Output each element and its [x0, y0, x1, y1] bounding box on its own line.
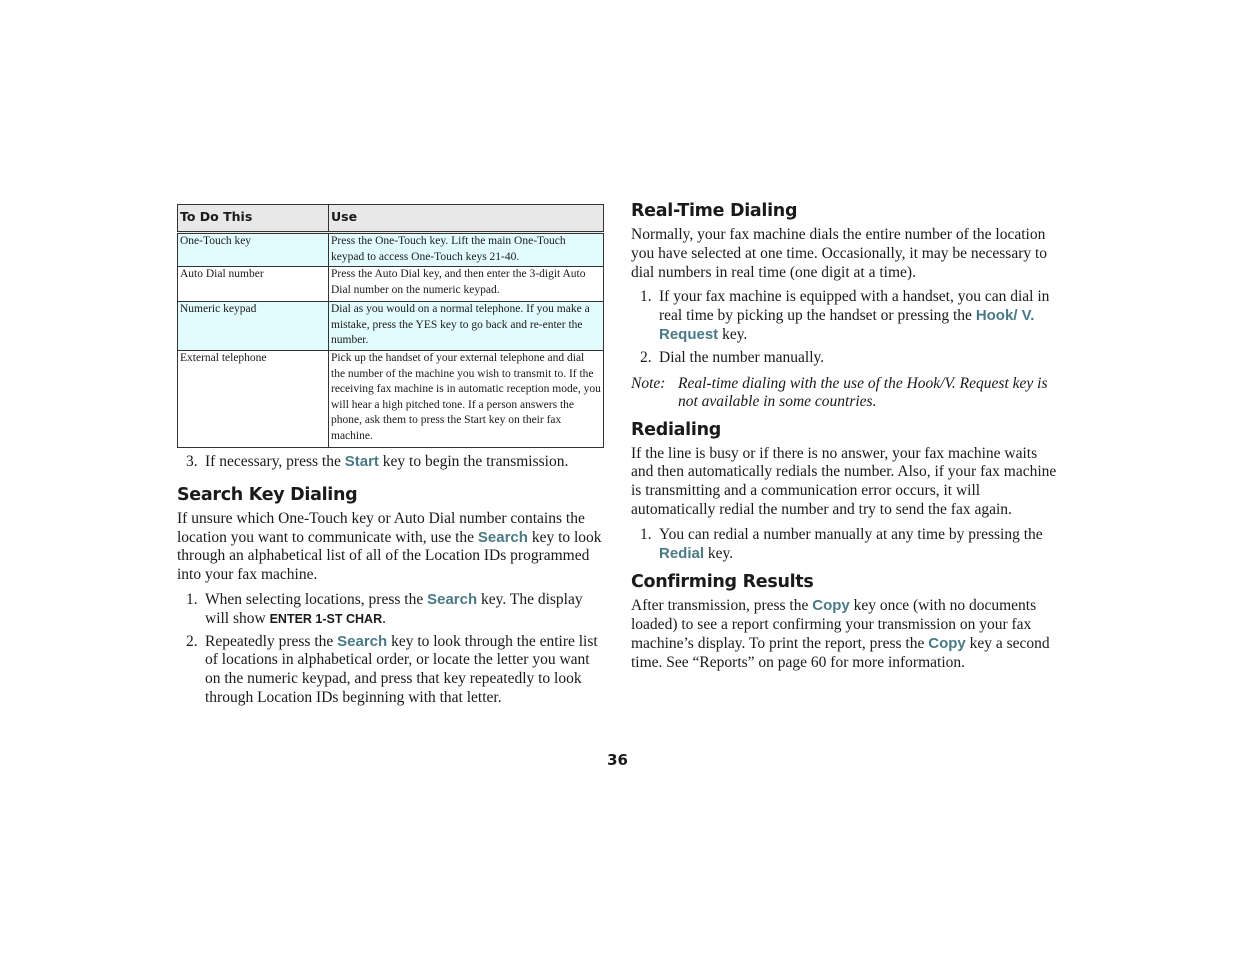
table-header-use: Use [329, 205, 604, 233]
table-row [178, 233, 604, 267]
table-cell-todo: External telephone [178, 351, 329, 448]
table-row [178, 302, 604, 351]
note-label: Note: [631, 374, 666, 392]
search-key-label: Search [477, 528, 528, 546]
copy-key-label: Copy [928, 634, 966, 652]
start-key-label: Start [344, 453, 379, 470]
search-key-heading: Search Key Dialing [177, 484, 358, 505]
hook-v-request-key-label: Hook/ V. Request [659, 307, 1035, 343]
table-cell-todo: Auto Dial number [178, 267, 329, 302]
list-item: 2. Repeatedly press the Search key to look through the entire list of locations in alphabetical order, or locate the letter you want on the numeric keypad, and press that key repeatedly to look through Location IDs beginning with that letter. [186, 632, 598, 706]
copy-key-label: Copy [812, 597, 850, 615]
display-message: ENTER 1-ST CHAR [269, 611, 383, 626]
list-number: 2. [186, 632, 198, 650]
list-item: 1. If your fax machine is equipped with a handset, you can dial in real time by picking up the handset or pressing the Hook/ V. Request key. [640, 288, 1050, 343]
redialing-heading: Redialing [631, 419, 721, 440]
table-header-todo: To Do This [178, 205, 329, 233]
list-item: 3. If necessary, press the Start key to begin the transmission. [186, 453, 569, 470]
realtime-note [631, 375, 1057, 411]
realtime-intro: Normally, your fax machine dials the entire number of the location you have selected at one time. Occasionally, it may be necessary to dial numbers in real time (one digit at a time). [631, 226, 1048, 281]
table-cell-use: Press the Auto Dial key, and then enter the 3-digit Auto Dial number on the numeric keypad. [329, 267, 604, 302]
page-number: 36 [607, 751, 628, 769]
step-list-continued [177, 453, 605, 472]
table-cell-todo: Numeric keypad [178, 302, 329, 351]
table-cell-todo: One-Touch key [178, 233, 329, 267]
redialing-steps [631, 526, 1057, 564]
list-number: 1. [640, 525, 652, 543]
search-key-label: Search [337, 632, 388, 650]
list-number: 2. [640, 348, 652, 366]
table-row [178, 351, 604, 448]
confirming-heading: Confirming Results [631, 572, 814, 593]
table-cell-use: Dial as you would on a normal telephone. If you make a mistake, press the YES key to go back and re-enter the number. [329, 302, 604, 351]
table-cell-use: Pick up the handset of your external telephone and dial the number of the machine you wish to transmit to. If the receiving fax machine is in automatic reception mode, you will hear a high pitched tone. If a person answers the phone, ask them to press the Start key on their fax machine. [329, 351, 604, 448]
search-key-intro: If unsure which One-Touch key or Auto Dial number contains the location you want to communicate with, use the Search key to look through an alphabetical list of all of the Location IDs programmed into your fax machine. [177, 509, 602, 584]
dialing-methods-table [177, 204, 604, 448]
realtime-heading: Real-Time Dialing [631, 201, 798, 221]
table-cell-use: Press the One-Touch key. Lift the main One-Touch keypad to access One-Touch keys 21-40. [329, 233, 604, 267]
table-row [178, 267, 604, 302]
confirming-paragraph: After transmission, press the Copy key once (with no documents loaded) to see a report confirming your transmission on your fax machine’s display. To print the report, press the Copy key a second time. See “Reports” on page 60 for more information. [631, 597, 1050, 671]
right-column [631, 201, 1057, 673]
list-number: 1. [186, 590, 198, 608]
redialing-intro: If the line is busy or if there is no answer, your fax machine waits and then automatically redials the number. Also, if your fax machine is transmitting and a communication error occurs, it will automatically redial the number and try to send the fax again. [631, 444, 1057, 518]
table-header-row [178, 205, 604, 233]
list-item: 2. Dial the number manually. [640, 348, 825, 366]
note-text: Real-time dialing with the use of the Hook/V. Request key is not available in some countries. [678, 374, 1048, 410]
redial-key-label: Redial [659, 544, 705, 562]
list-item: 1. When selecting locations, press the Search key. The display will show ENTER 1-ST CHAR. [186, 590, 583, 627]
list-item: 1. You can redial a number manually at any time by pressing the Redial key. [640, 525, 1043, 562]
search-key-steps [177, 591, 605, 708]
search-key-label: Search [427, 590, 478, 608]
list-number: 3. [186, 453, 198, 470]
left-column [177, 204, 605, 708]
realtime-steps [631, 288, 1057, 367]
list-number: 1. [640, 288, 652, 306]
